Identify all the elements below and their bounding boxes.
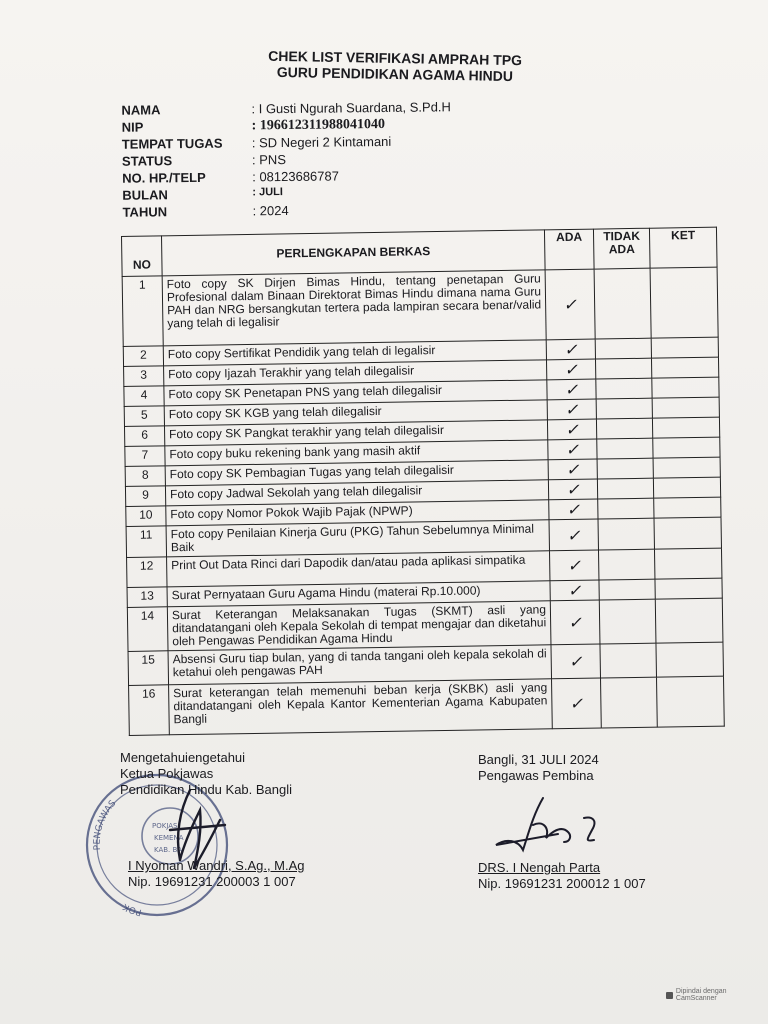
- table-row: [122, 267, 718, 346]
- tidak-ada-cell: [600, 643, 657, 678]
- info-value: : 196612311988041040: [251, 116, 386, 134]
- tidak-ada-cell: [595, 358, 651, 379]
- ada-check-mark: ✓: [550, 600, 600, 645]
- tidak-ada-cell: [598, 518, 655, 550]
- left-signer-nip: Nip. 19691231 200003 1 007: [128, 874, 296, 889]
- ket-cell: [655, 548, 722, 579]
- info-label: NAMA: [121, 102, 161, 118]
- ket-cell: [652, 397, 719, 418]
- row-number: 15: [128, 651, 169, 686]
- tidak-ada-cell: [594, 268, 651, 339]
- info-label: TEMPAT TUGAS: [121, 135, 223, 152]
- left-sign-line-1: Mengetahuiengetahui: [120, 750, 246, 765]
- ada-check-mark: ✓: [549, 499, 598, 520]
- tidak-ada-cell: [597, 478, 653, 499]
- row-number: 13: [127, 587, 167, 608]
- right-signer-nip: Nip. 19691231 200012 1 007: [478, 876, 646, 891]
- header-ket: KET: [650, 227, 718, 268]
- tidak-ada-cell: [597, 458, 653, 479]
- row-item-text: Foto copy buku rekening bank yang masih aktif: [165, 440, 548, 466]
- info-label: NIP: [121, 119, 144, 135]
- row-number: 2: [123, 346, 163, 367]
- header-ada: ADA: [545, 229, 595, 270]
- left-sign-line-3: Pendidikan Hindu Kab. Bangli: [120, 782, 293, 797]
- row-number: 3: [124, 366, 164, 387]
- document-title: [200, 47, 590, 86]
- row-item-text: Foto copy Sertifikat Pendidik yang telah di legalisir: [163, 340, 546, 366]
- title-line-2: GURU PENDIDIKAN AGAMA HINDU: [276, 63, 514, 85]
- header-tidak-ada: TIDAK ADA: [593, 228, 650, 269]
- row-item-text: Foto copy SK Penetapan PNS yang telah dilegalisir: [164, 380, 547, 406]
- left-sign-line-2: Ketua Pokjawas: [120, 766, 214, 781]
- row-item-text: Foto copy SK KGB yang telah dilegalisir: [164, 400, 547, 426]
- ada-check-mark: ✓: [547, 419, 596, 440]
- row-item-text: Foto copy Nomor Pokok Wajib Pajak (NPWP): [166, 500, 549, 526]
- ket-cell: [655, 598, 723, 643]
- ket-cell: [653, 437, 720, 458]
- ket-cell: [656, 642, 723, 677]
- ket-cell: [653, 417, 720, 438]
- stamp-inner-1: POKJAS: [152, 822, 178, 830]
- tidak-ada-cell: [599, 599, 656, 644]
- ket-cell: [653, 477, 720, 498]
- ada-check-mark: ✓: [551, 644, 600, 679]
- tidak-ada-cell: [599, 579, 655, 600]
- row-number: 16: [129, 685, 170, 736]
- info-label: BULAN: [122, 187, 168, 203]
- row-number: 8: [125, 466, 165, 487]
- right-sign-date: 31 JULI 2024: [521, 752, 599, 767]
- row-item-text: Foto copy Penilaian Kinerja Guru (PKG) Tahun Sebelumnya Minimal Baik: [166, 520, 550, 557]
- stamp-top-text: PENGAWAS: [92, 798, 119, 851]
- info-value: : 2024: [252, 202, 289, 219]
- ada-check-mark: ✓: [545, 269, 595, 340]
- tidak-ada-cell: [598, 549, 655, 580]
- info-row-nama: [121, 99, 451, 119]
- ket-cell: [652, 377, 719, 398]
- row-number: 10: [126, 506, 166, 527]
- row-number: 4: [124, 386, 164, 407]
- ket-cell: [650, 267, 718, 338]
- info-label: TAHUN: [122, 204, 168, 220]
- left-handwritten-signature: [150, 780, 240, 880]
- tidak-ada-cell: [597, 438, 653, 459]
- stamp-inner-2: KEMENA: [154, 834, 184, 842]
- right-signature-block: [478, 752, 646, 891]
- row-item-text: Foto copy SK Pangkat terakhir yang telah dilegalisir: [164, 420, 547, 446]
- info-value: : PNS: [251, 152, 287, 168]
- table-row: [129, 676, 725, 735]
- title-line-1: CHEK LIST VERIFIKASI AMPRAH TPG: [268, 47, 523, 69]
- ada-check-mark: ✓: [548, 459, 597, 480]
- ada-check-mark: ✓: [550, 580, 599, 601]
- row-item-text: Foto copy SK Pembagian Tugas yang telah dilegalisir: [165, 460, 548, 486]
- checklist-table: [121, 227, 725, 736]
- row-number: 7: [125, 446, 165, 467]
- ket-cell: [654, 517, 721, 549]
- tidak-ada-cell: [595, 338, 651, 359]
- ada-check-mark: ✓: [547, 399, 596, 420]
- row-number: 11: [126, 526, 166, 558]
- camscanner-icon: [666, 992, 673, 999]
- info-row-tahun: [122, 201, 452, 221]
- row-item-text: Print Out Data Rinci dari Dapodik dan/atau pada aplikasi simpatika: [167, 551, 550, 587]
- camscanner-watermark: [666, 988, 768, 1002]
- tidak-ada-cell: [600, 677, 657, 728]
- camscanner-text: Dipindai dengan CamScanner: [675, 988, 727, 1002]
- right-sign-role: Pengawas Pembina: [478, 768, 594, 783]
- svg-text:PENGAWAS: [93, 799, 119, 851]
- ada-check-mark: ✓: [550, 550, 599, 581]
- ada-check-mark: ✓: [547, 359, 596, 380]
- header-item: PERLENGKAPAN BERKAS: [161, 230, 545, 276]
- row-item-text: Surat Keterangan Melaksanakan Tugas (SKMT) asli yang ditandatangani oleh Kepala Sekolah di tempat mengajar dan diketahui oleh Pengawas Pendidikan Agama Hindu: [167, 601, 551, 651]
- tidak-ada-cell: [598, 498, 654, 519]
- ada-check-mark: ✓: [547, 379, 596, 400]
- right-signer-name: DRS. I Nengah Parta: [478, 860, 601, 875]
- ada-check-mark: ✓: [552, 678, 602, 729]
- ada-check-mark: ✓: [548, 439, 597, 460]
- info-value: : SD Negeri 2 Kintamani: [251, 133, 392, 151]
- ket-cell: [652, 357, 719, 378]
- row-item-text: Foto copy Ijazah Terakhir yang telah dilegalisir: [164, 360, 547, 386]
- info-value: : JULI: [252, 186, 283, 199]
- tidak-ada-cell: [596, 418, 652, 439]
- row-number: 6: [124, 426, 164, 447]
- ket-cell: [654, 497, 721, 518]
- ket-cell: [653, 457, 720, 478]
- info-label: NO. HP./TELP: [122, 169, 206, 186]
- ada-check-mark: ✓: [548, 479, 597, 500]
- row-number: 14: [127, 607, 168, 652]
- tidak-ada-cell: [596, 398, 652, 419]
- row-item-text: Absensi Guru tiap bulan, yang di tanda tangani oleh kepala sekolah di ketahui oleh pengawas PAH: [168, 645, 552, 685]
- ket-cell: [657, 676, 725, 727]
- info-label: STATUS: [121, 153, 173, 169]
- stamp-inner-3: KAB. BA: [154, 846, 183, 854]
- ada-check-mark: ✓: [549, 519, 598, 551]
- header-no: NO: [122, 236, 163, 277]
- ket-cell: [651, 337, 718, 358]
- row-number: 1: [122, 276, 163, 347]
- teacher-info: [121, 99, 452, 221]
- ket-cell: [655, 578, 722, 599]
- row-number: 5: [124, 406, 164, 427]
- row-item-text: Surat keterangan telah memenuhi beban kerja (SKBK) asli yang ditandatangani oleh Kepala Kantor Kementerian Agama Kabupaten Bangli: [169, 679, 553, 735]
- right-sign-place: Bangli,: [478, 752, 518, 767]
- tidak-ada-cell: [596, 378, 652, 399]
- stamp-side-text: POK: [121, 901, 143, 917]
- row-number: 12: [127, 557, 167, 588]
- info-value: : 08123686787: [252, 168, 340, 185]
- row-item-text: Surat Pernyataan Guru Agama Hindu (materai Rp.10.000): [167, 581, 550, 607]
- ada-check-mark: ✓: [546, 339, 595, 360]
- row-item-text: Foto copy SK Dirjen Bimas Hindu, tentang penetapan Guru Profesional dalam Binaan Direktorat Bimas Hindu dimana nama Guru PAH dan NRG bersangkutan tertera pada lampiran secara benar/valid yang telah di legalisir: [162, 270, 546, 346]
- right-handwritten-signature: [488, 790, 618, 860]
- row-number: 9: [125, 486, 165, 507]
- row-item-text: Foto copy Jadwal Sekolah yang telah dilegalisir: [165, 480, 548, 506]
- left-signer-name: I Nyoman Wandri, S.Ag., M.Ag: [128, 858, 305, 873]
- info-value: : I Gusti Ngurah Suardana, S.Pd.H: [251, 99, 451, 117]
